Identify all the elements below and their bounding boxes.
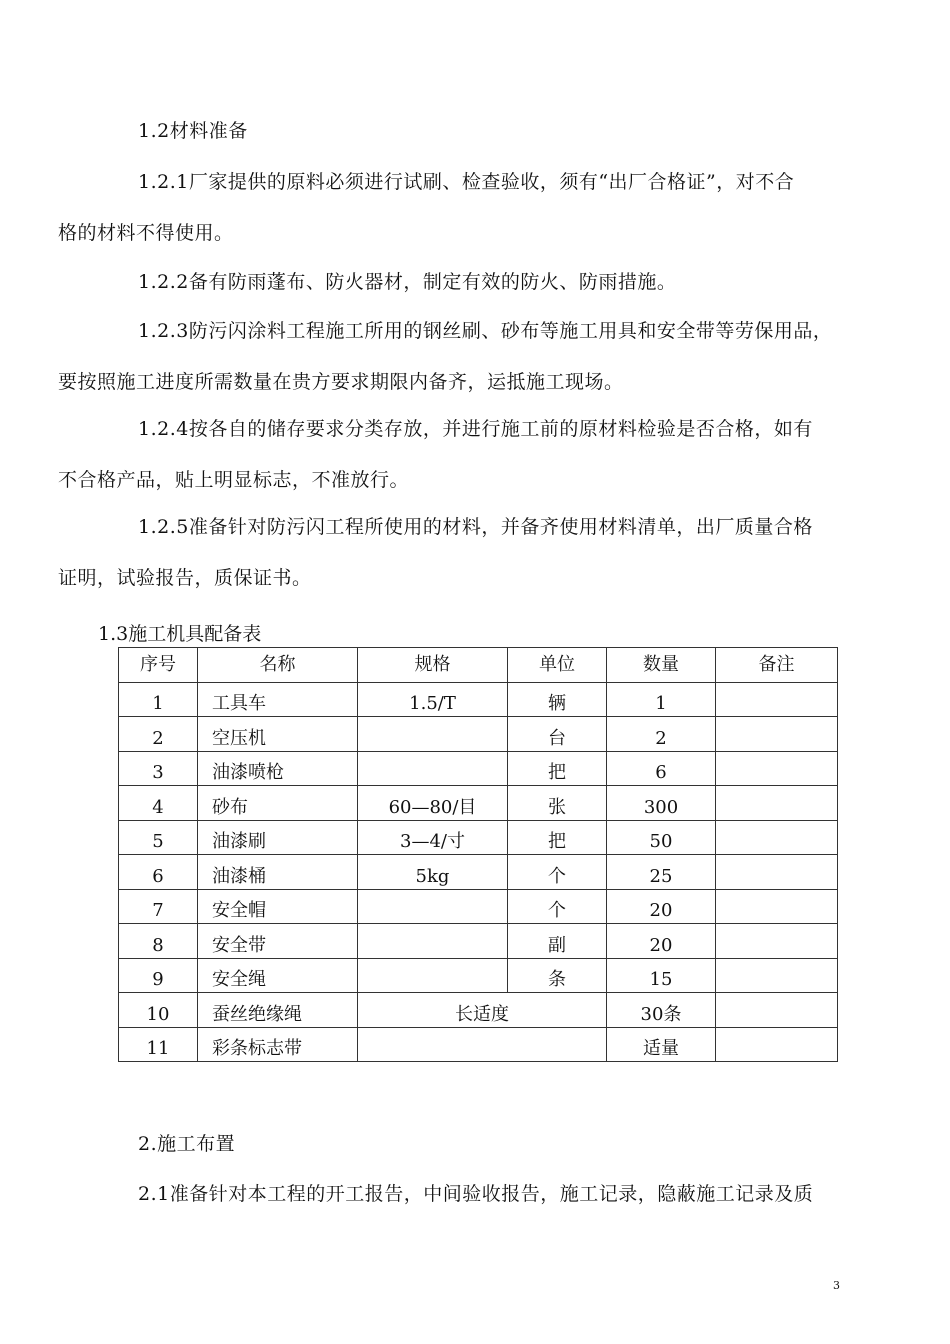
cell-qty: 25 <box>607 855 716 890</box>
header-cell-name: 名称 <box>198 648 358 683</box>
table-caption: 1.3施工机具配备表 <box>98 623 262 645</box>
table-row <box>119 751 838 786</box>
equipment-table <box>118 647 838 1062</box>
header-cell-note: 备注 <box>716 648 838 683</box>
cell-qty: 20 <box>607 889 716 924</box>
cell-note <box>716 717 838 752</box>
cell-note <box>716 1027 838 1062</box>
cell-no: 3 <box>119 751 198 786</box>
cell-spec-unit-merged <box>358 1027 607 1062</box>
cell-qty: 2 <box>607 717 716 752</box>
cell-spec-unit-merged: 长适度 <box>358 993 607 1028</box>
table-row <box>119 717 838 752</box>
table-row <box>119 820 838 855</box>
cell-qty: 50 <box>607 820 716 855</box>
paragraph-1-2-1-line1: 1.2.1厂家提供的原料必须进行试刷、检查验收，须有“出厂合格证”，对不合 <box>138 171 795 193</box>
cell-name: 砂布 <box>198 786 358 821</box>
cell-no: 8 <box>119 924 198 959</box>
cell-note <box>716 786 838 821</box>
cell-unit: 把 <box>508 751 607 786</box>
table-row <box>119 993 838 1028</box>
cell-unit: 把 <box>508 820 607 855</box>
table-row <box>119 786 838 821</box>
cell-note <box>716 889 838 924</box>
paragraph-1-2-3-line1: 1.2.3防污闪涂料工程施工所用的钢丝刷、砂布等施工用具和安全带等劳保用品， <box>138 320 833 342</box>
paragraph-1-2-2-line1: 1.2.2备有防雨蓬布、防火器材，制定有效的防火、防雨措施。 <box>138 271 677 293</box>
cell-name: 油漆喷枪 <box>198 751 358 786</box>
cell-note <box>716 924 838 959</box>
cell-name: 空压机 <box>198 717 358 752</box>
table-row <box>119 924 838 959</box>
table-row <box>119 958 838 993</box>
cell-no: 11 <box>119 1027 198 1062</box>
cell-note <box>716 682 838 717</box>
cell-name: 油漆桶 <box>198 855 358 890</box>
cell-unit: 张 <box>508 786 607 821</box>
cell-qty: 15 <box>607 958 716 993</box>
cell-qty: 30条 <box>607 993 716 1028</box>
cell-no: 9 <box>119 958 198 993</box>
table-row <box>119 889 838 924</box>
paragraph-1-2-3 <box>58 306 858 408</box>
cell-unit: 条 <box>508 958 607 993</box>
cell-note <box>716 820 838 855</box>
cell-note <box>716 855 838 890</box>
paragraph-1-2-4-line2: 不合格产品，贴上明显标志，不准放行。 <box>58 469 410 491</box>
cell-note <box>716 958 838 993</box>
cell-name: 安全帽 <box>198 889 358 924</box>
cell-spec: 3—4/寸 <box>358 820 508 855</box>
cell-unit: 个 <box>508 889 607 924</box>
table-header-row <box>119 648 838 683</box>
heading-2-text: 2.施工布置 <box>138 1133 236 1155</box>
header-cell-no: 序号 <box>119 648 198 683</box>
cell-no: 7 <box>119 889 198 924</box>
paragraph-1-2-4 <box>58 404 858 506</box>
cell-note <box>716 993 838 1028</box>
cell-spec <box>358 717 508 752</box>
cell-name: 安全绳 <box>198 958 358 993</box>
table-row <box>119 855 838 890</box>
paragraph-1-2-5-line1: 1.2.5准备针对防污闪工程所使用的材料，并备齐使用材料清单，出厂质量合格 <box>138 516 813 538</box>
page-number: 3 <box>833 1279 840 1292</box>
paragraph-2-1-line1: 2.1准备针对本工程的开工报告，中间验收报告，施工记录，隐蔽施工记录及质 <box>138 1183 814 1205</box>
heading-2 <box>98 1119 858 1170</box>
paragraph-1-2-5-line2: 证明，试验报告，质保证书。 <box>58 567 312 589</box>
cell-no: 10 <box>119 993 198 1028</box>
heading-1-2-text: 1.2材料准备 <box>138 120 248 142</box>
paragraph-1-2-4-line1: 1.2.4按各自的储存要求分类存放，并进行施工前的原材料检验是否合格，如有 <box>138 418 813 440</box>
cell-spec <box>358 889 508 924</box>
paragraph-1-2-5 <box>58 502 858 604</box>
cell-spec <box>358 958 508 993</box>
cell-unit: 辆 <box>508 682 607 717</box>
header-cell-spec: 规格 <box>358 648 508 683</box>
heading-1-2 <box>98 106 858 157</box>
cell-name: 工具车 <box>198 682 358 717</box>
cell-name: 安全带 <box>198 924 358 959</box>
cell-spec: 1.5/T <box>358 682 508 717</box>
cell-spec: 5kg <box>358 855 508 890</box>
cell-qty: 300 <box>607 786 716 821</box>
paragraph-1-2-3-line2: 要按照施工进度所需数量在贵方要求期限内备齐，运抵施工现场。 <box>58 371 624 393</box>
paragraph-2-1 <box>98 1169 858 1220</box>
cell-name: 彩条标志带 <box>198 1027 358 1062</box>
cell-name: 油漆刷 <box>198 820 358 855</box>
cell-no: 4 <box>119 786 198 821</box>
cell-no: 1 <box>119 682 198 717</box>
cell-qty: 6 <box>607 751 716 786</box>
cell-name: 蚕丝绝缘绳 <box>198 993 358 1028</box>
paragraph-1-2-1 <box>58 157 858 259</box>
cell-unit: 个 <box>508 855 607 890</box>
header-cell-qty: 数量 <box>607 648 716 683</box>
cell-no: 2 <box>119 717 198 752</box>
table-row <box>119 682 838 717</box>
cell-no: 6 <box>119 855 198 890</box>
cell-note <box>716 751 838 786</box>
cell-spec <box>358 751 508 786</box>
table-row <box>119 1027 838 1062</box>
cell-spec: 60—80/目 <box>358 786 508 821</box>
cell-qty: 1 <box>607 682 716 717</box>
header-cell-unit: 单位 <box>508 648 607 683</box>
cell-qty: 适量 <box>607 1027 716 1062</box>
paragraph-1-2-1-line2: 格的材料不得使用。 <box>58 222 234 244</box>
paragraph-1-2-2 <box>98 257 858 308</box>
cell-qty: 20 <box>607 924 716 959</box>
cell-unit: 副 <box>508 924 607 959</box>
cell-unit: 台 <box>508 717 607 752</box>
cell-spec <box>358 924 508 959</box>
cell-no: 5 <box>119 820 198 855</box>
